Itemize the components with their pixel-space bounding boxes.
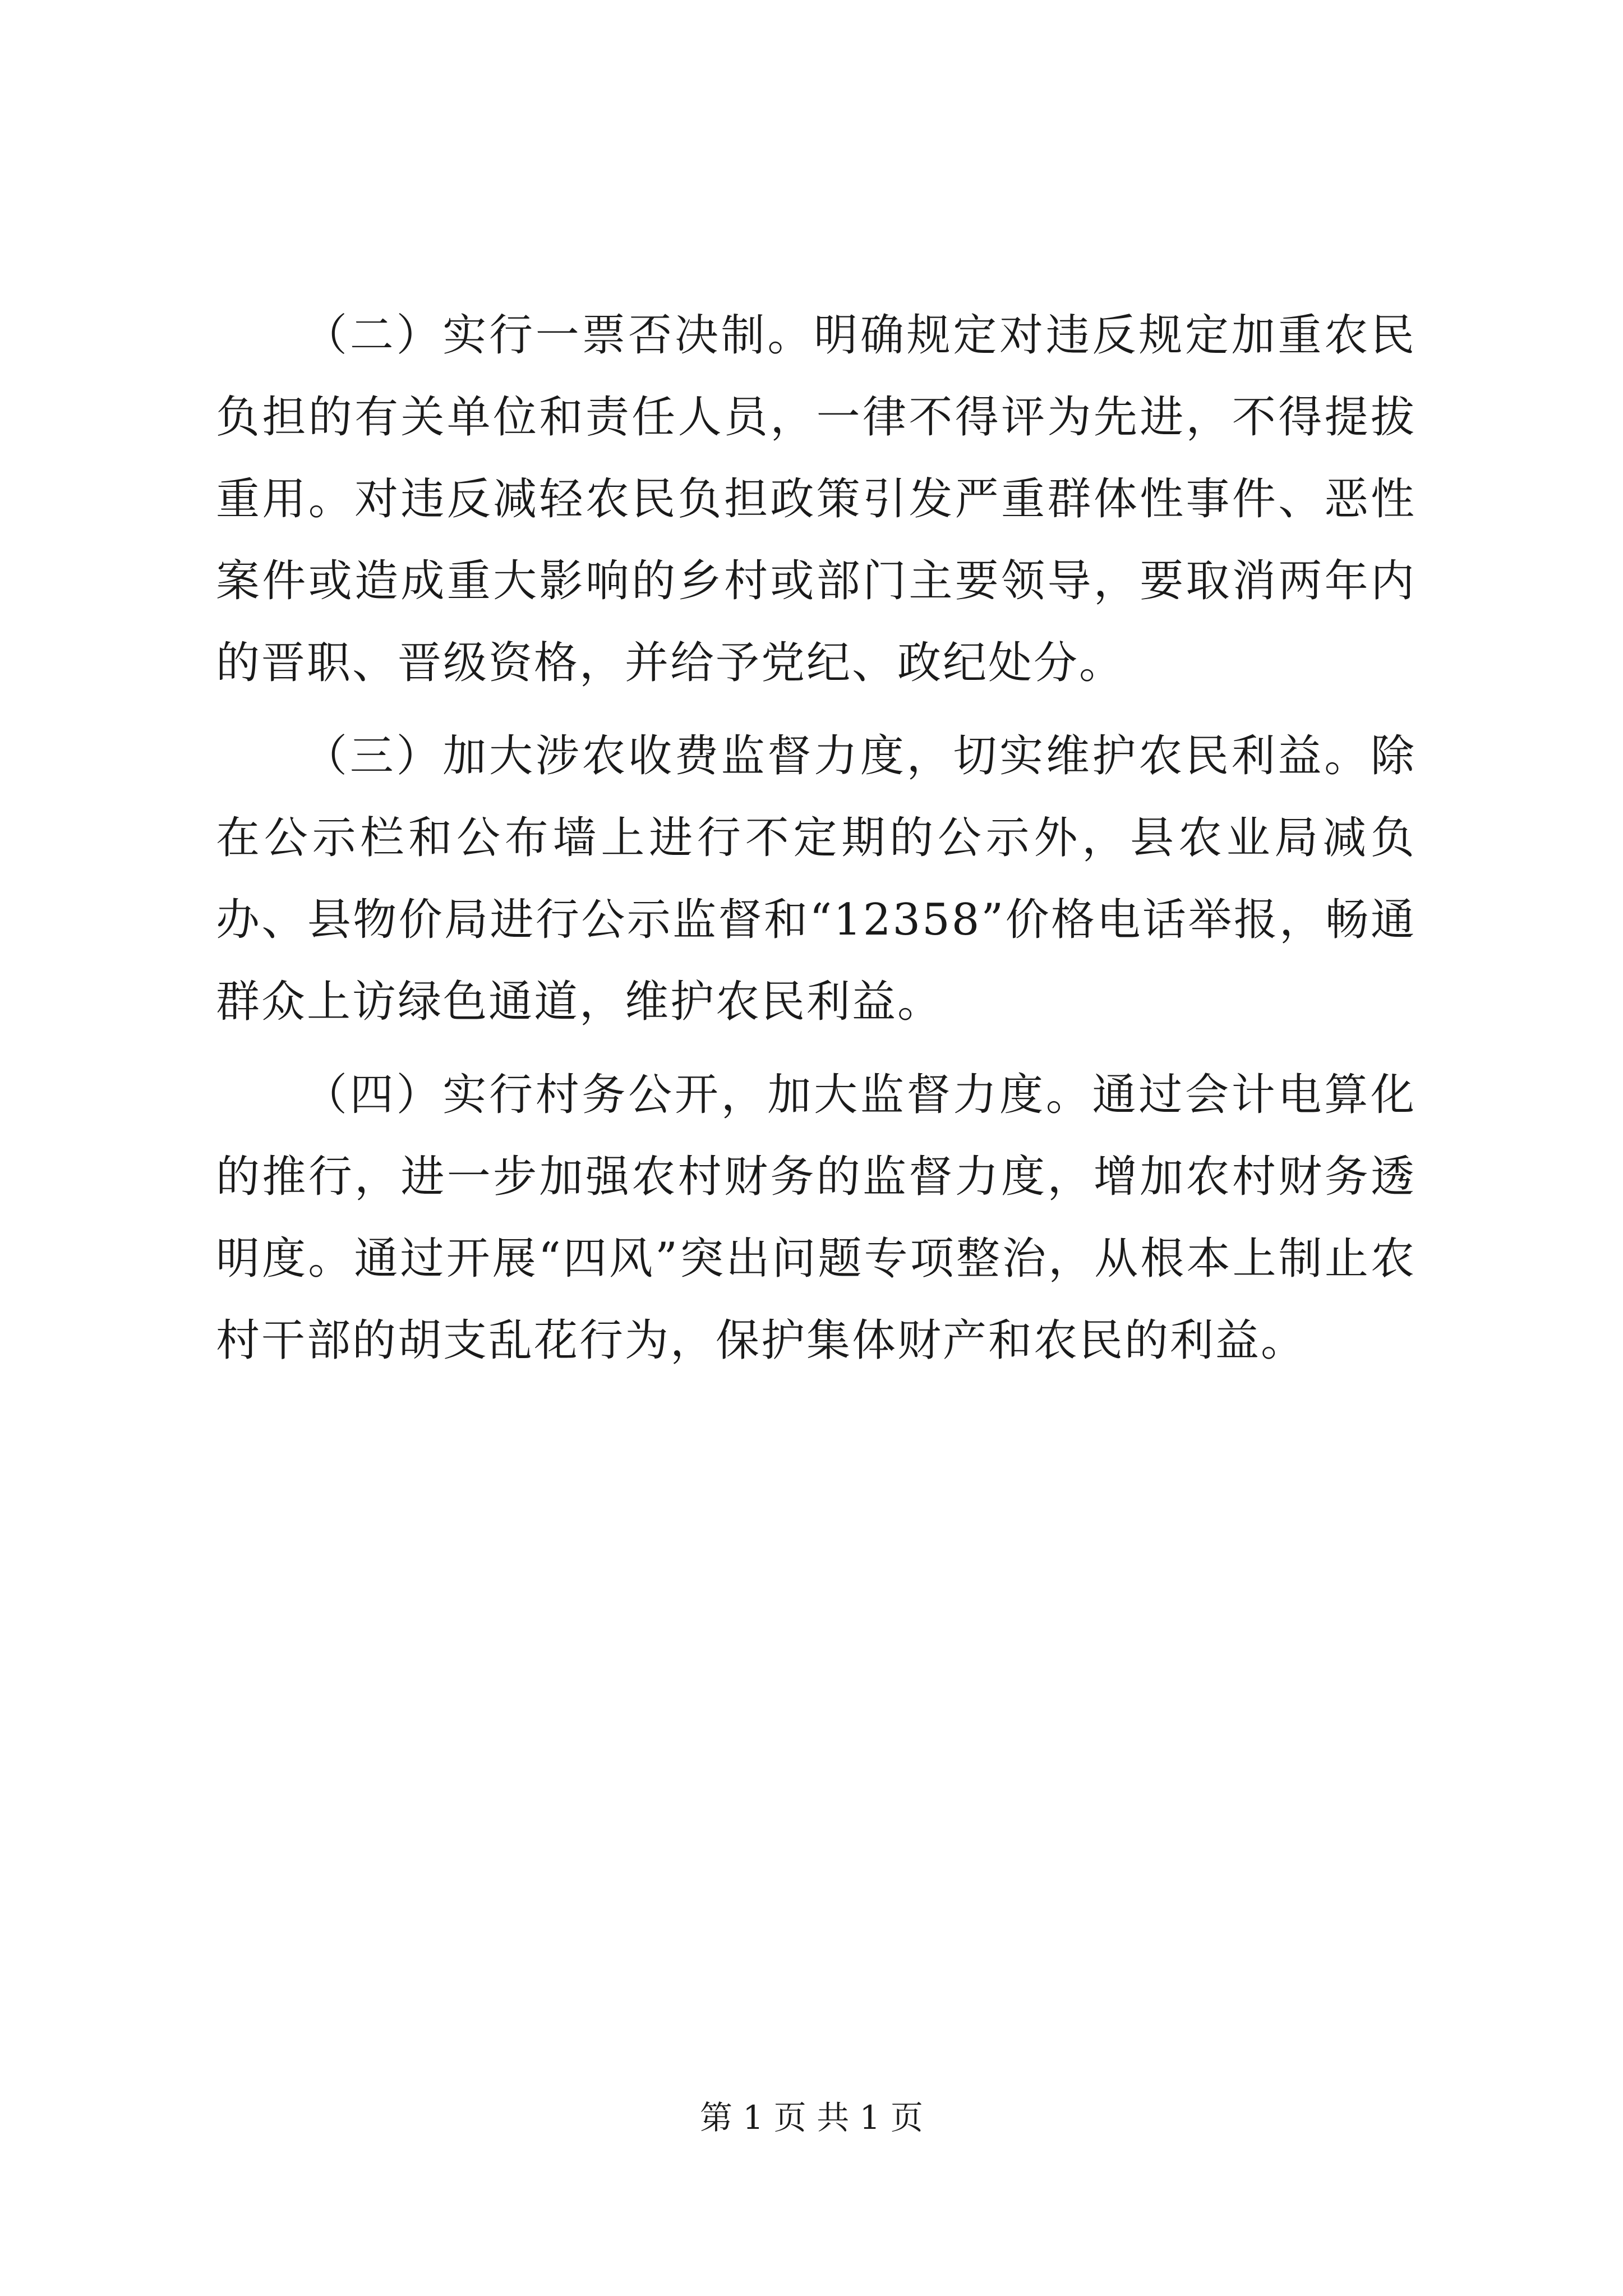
- page-footer: 第 1 页 共 1 页: [700, 2099, 923, 2137]
- paragraph-2: （二）实行一票否决制。明确规定对违反规定加重农民负担的有关单位和责任人员，一律不得评为先进，不得提拔重用。对违反减轻农民负担政策引发严重群体性事件、恶性案件或造成重大影响的乡村或部门主要领导，要取消两年内的晋职、晋级资格，并给予党纪、政纪处分。: [216, 310, 1416, 688]
- document-body: [216, 295, 1416, 1393]
- paragraph-4: （四）实行村务公开，加大监督力度。通过会计电算化的推行，进一步加强农村财务的监督力度，增加农村财务透明度。通过开展“四风”突出问题专项整治，从根本上制止农村干部的胡支乱花行为，保护集体财产和农民的利益。: [216, 1070, 1416, 1366]
- paragraph-3: （三）加大涉农收费监督力度，切实维护农民利益。除在公示栏和公布墙上进行不定期的公示外，县农业局减负办、县物价局进行公示监督和“12358”价格电话举报，畅通群众上访绿色通道，维护农民利益。: [216, 731, 1416, 1027]
